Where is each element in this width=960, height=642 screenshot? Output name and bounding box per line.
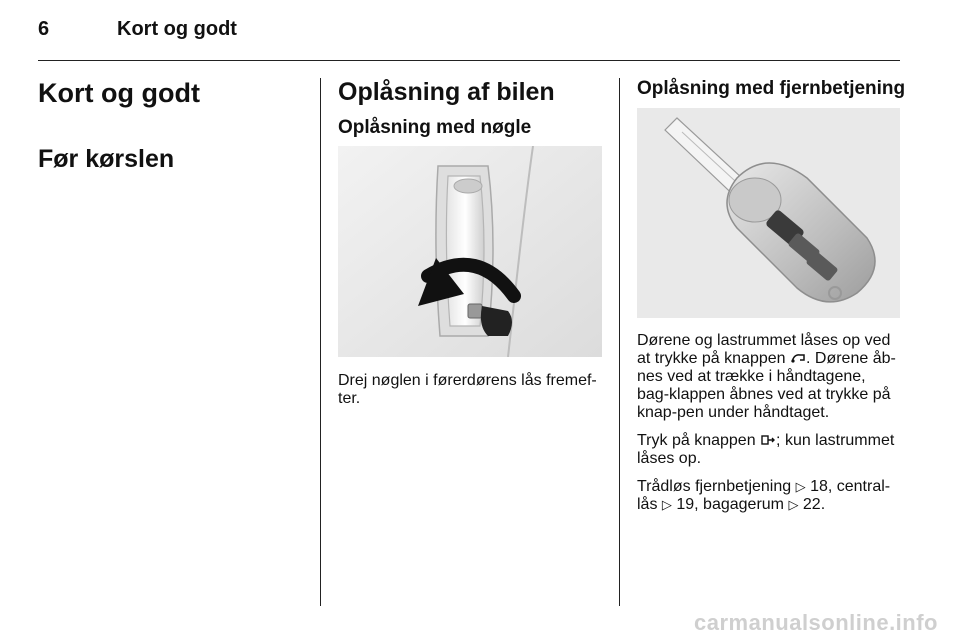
chapter-title: Kort og godt [38, 78, 200, 108]
ref-link-remote[interactable]: 18 [810, 478, 828, 495]
unlock-with-key-text [338, 372, 602, 418]
column-divider-right [619, 78, 620, 606]
page-number: 6 [38, 18, 50, 40]
paragraph-unlock-cargo: Tryk på knappen ; kun lastrummet låses op. [637, 432, 895, 467]
ref-link-central-lock[interactable]: 19 [676, 496, 695, 513]
watermark: carmanualsonline.info [694, 610, 938, 635]
ref-link-boot[interactable]: 22 [802, 496, 821, 513]
paragraph-unlock-all: Dørene og lastrummet låses op ved at trykke på knappen . Dørene åb-nes ved at trække i håndtagene, bag-klappen åbnes ved at trykke på knap-pen under håndtaget. [637, 332, 896, 421]
unlock-with-remote-heading: Oplåsning med fjernbetjening [637, 78, 906, 99]
key-in-door-lock-icon [338, 146, 602, 357]
reference-arrow-icon: ▷ [788, 497, 799, 512]
remote-key-fob-icon [637, 108, 900, 318]
reference-arrow-icon: ▷ [795, 479, 806, 494]
unlock-with-key-heading: Oplåsning med nøgle [338, 117, 532, 138]
unlock-with-remote-text [637, 332, 902, 524]
cargo-unlock-button-icon [760, 434, 776, 446]
section-title: Før kørslen [38, 145, 175, 173]
column-divider-left [320, 78, 321, 606]
key-instruction: Drej nøglen i førerdørens lås fremef-ter. [338, 372, 597, 407]
reference-arrow-icon: ▷ [661, 497, 672, 512]
unlocking-heading: Oplåsning af bilen [338, 78, 555, 106]
paragraph-cross-references: Trådløs fjernbetjening ▷ 18, central-lås ▷ 19, bagagerum ▷ 22. [637, 478, 891, 513]
unlock-button-icon [790, 352, 806, 364]
running-title: Kort og godt [117, 18, 237, 40]
header-rule [38, 60, 900, 61]
